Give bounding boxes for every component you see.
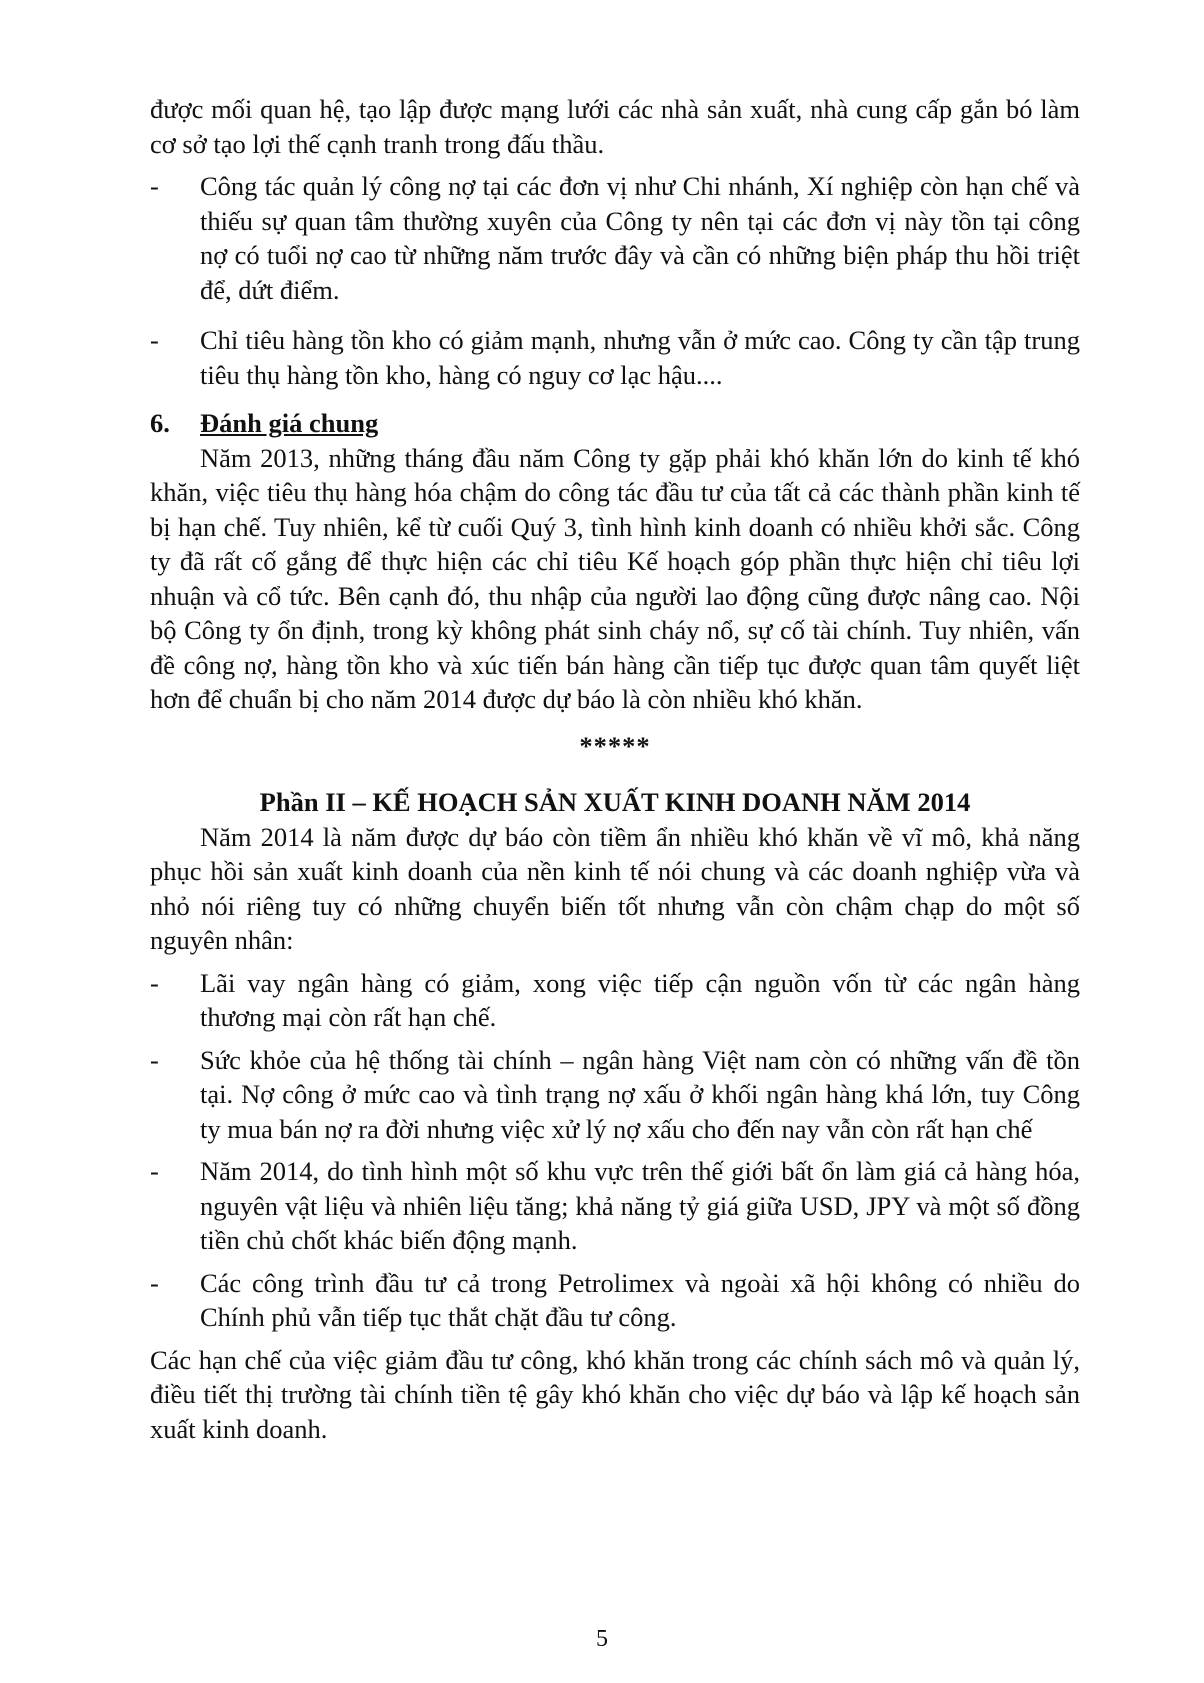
part-2-intro: Năm 2014 là năm được dự báo còn tiềm ẩn nhiều khó khăn về vĩ mô, khả năng phục hồi sản xuất kinh doanh của nền kinh tế nói chung và các doanh nghiệp vừa và nhỏ nói riêng tuy có những chuyển biến tốt nhưng vẫn còn chậm chạp do một số nguyên nhân: <box>150 821 1080 955</box>
section-6-body: Năm 2013, những tháng đầu năm Công ty gặp phải khó khăn lớn do kinh tế khó khăn, việc tiêu thụ hàng hóa chậm do công tác đầu tư của tất cả các thành phần kinh tế bị hạn chế. Tuy nhiên, kể từ cuối Quý 3, tình hình kinh doanh có nhiều khởi sắc. Công ty đã rất cố gắng để thực hiện các chỉ tiêu Kế hoạch góp phần thực hiện chỉ tiêu lợi nhuận và cổ tức. Bên cạnh đó, thu nhập của người lao động cũng được nâng cao. Nội bộ Công ty ổn định, trong kỳ không phát sinh cháy nổ, sự cố tài chính. Tuy nhiên, vấn đề công nợ, hàng tồn kho và xúc tiến bán hàng cần tiếp tục được quan tâm quyết liệt hơn để chuẩn bị cho năm 2014 được dự báo là còn nhiều khó khăn. <box>150 442 1080 714</box>
page-number: 5 <box>596 1626 608 1652</box>
bullet-text: Các công trình đầu tư cả trong Petrolimex và ngoài xã hội không có nhiều do Chính phủ vẫn tiếp tục thắt chặt đầu tư công. <box>200 1267 1080 1332</box>
separator-stars: ***** <box>579 730 651 761</box>
section-title: Đánh giá chung <box>200 408 379 438</box>
bullet-dash: - <box>150 1156 159 1186</box>
bullet-text: Chỉ tiêu hàng tồn kho có giảm mạnh, nhưng vẫn ở mức cao. Công ty cần tập trung tiêu thụ hàng tồn kho, hàng có nguy cơ lạc hậu.... <box>200 325 1080 390</box>
bullet-dash: - <box>150 325 159 355</box>
bullet-item-public-investment <box>150 1266 1080 1335</box>
bullet-item-bank-interest <box>150 966 1080 1035</box>
bullet-dash: - <box>150 967 159 998</box>
bullet-item-financial-system <box>150 1043 1080 1147</box>
part-2-conclusion: Các hạn chế của việc giảm đầu tư công, khó khăn trong các chính sách mô và quản lý, điều tiết thị trường tài chính tiền tệ gây khó khăn cho việc dự báo và lập kế hoạch sản xuất kinh doanh. <box>150 1344 1080 1444</box>
section-number: 6. <box>150 408 170 438</box>
bullet-item-inventory <box>150 323 1080 392</box>
bullet-text: Năm 2014, do tình hình một số khu vực trên thế giới bất ổn làm giá cả hàng hóa, nguyên vật liệu và nhiên liệu tăng; khả năng tỷ giá giữa USD, JPY và một số đồng tiền chủ chốt khác biến động mạnh. <box>200 1156 1080 1255</box>
document-page <box>150 92 1080 1446</box>
bullet-dash: - <box>150 1044 159 1075</box>
bullet-text: Công tác quản lý công nợ tại các đơn vị như Chi nhánh, Xí nghiệp còn hạn chế và thiếu sự quan tâm thường xuyên của Công ty nên tại các đơn vị này tồn tại công nợ có tuổi nợ cao từ những năm trước đây và cần có những biện pháp thu hồi triệt để, dứt điểm. <box>200 171 1080 305</box>
bullet-dash: - <box>150 1267 159 1298</box>
bullet-text: Lãi vay ngân hàng có giảm, xong việc tiếp cận nguồn vốn từ các ngân hàng thương mại còn rất hạn chế. <box>200 967 1080 1032</box>
section-heading-6 <box>150 406 1080 441</box>
bullet-item-world-prices <box>150 1154 1080 1258</box>
part-2-title: Phần II – KẾ HOẠCH SẢN XUẤT KINH DOANH NĂM 2014 <box>259 787 971 817</box>
bullet-item-debt-management <box>150 169 1080 307</box>
paragraph-continuation: được mối quan hệ, tạo lập được mạng lưới các nhà sản xuất, nhà cung cấp gắn bó làm cơ sở tạo lợi thế cạnh tranh trong đấu thầu. <box>150 94 1080 159</box>
bullet-dash: - <box>150 171 159 201</box>
bullet-text: Sức khỏe của hệ thống tài chính – ngân hàng Việt nam còn có những vấn đề tồn tại. Nợ công ở mức cao và tình trạng nợ xấu ở khối ngân hàng khá lớn, tuy Công ty mua bán nợ ra đời nhưng việc xử lý nợ xấu cho đến nay vẫn còn rất hạn chế <box>200 1044 1080 1144</box>
